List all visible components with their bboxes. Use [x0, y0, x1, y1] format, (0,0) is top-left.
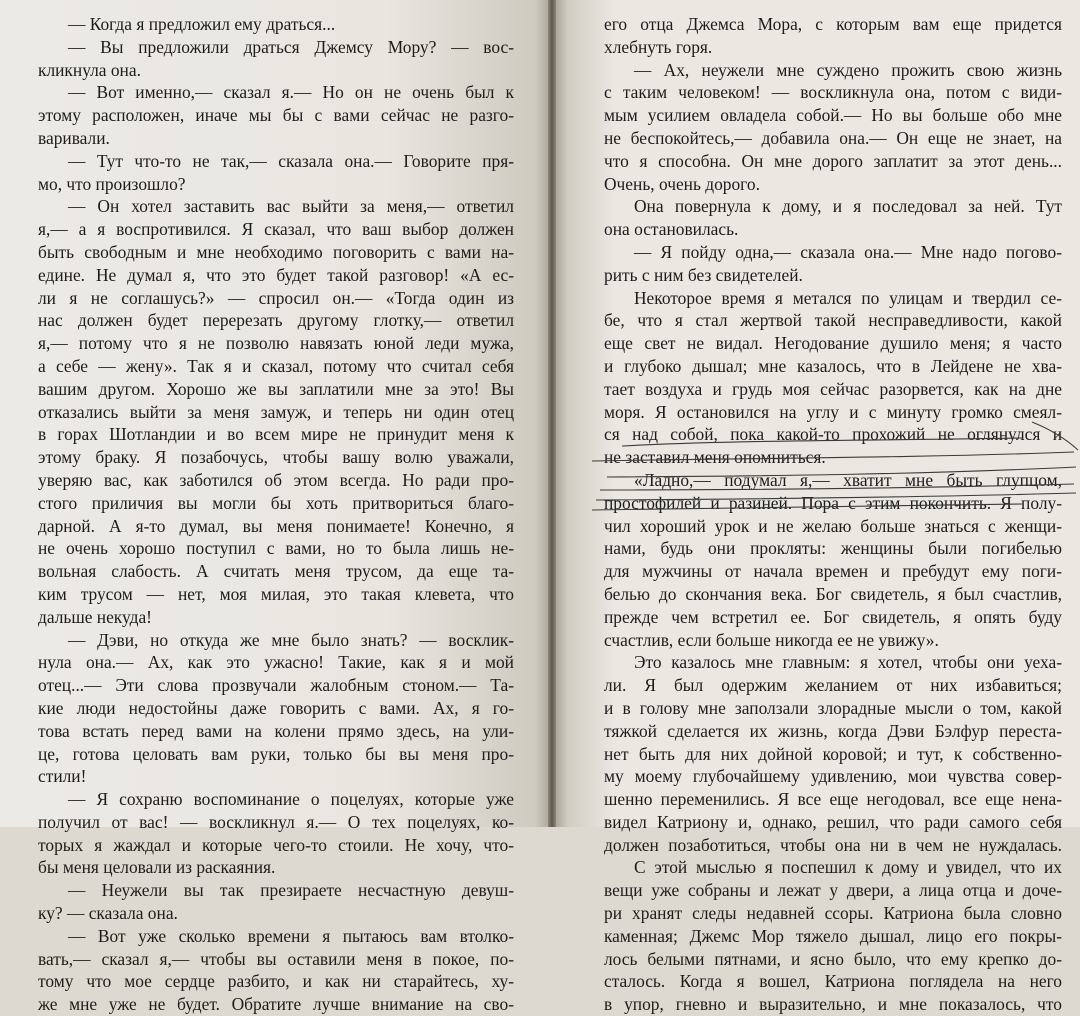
text-line: ку? — сказала она.	[38, 903, 178, 924]
right-page-text	[604, 13, 1062, 1016]
text-line: Это казалось мне главным: я хотел, чтобы они уеха-	[634, 652, 1062, 673]
text-line: быть свободным и мне необходимо поговорить с вами на-	[38, 241, 514, 262]
text-line: — Вы предложили драться Джемсу Мору? — вос-	[68, 36, 514, 57]
text-line: Некоторое время я метался по улицам и твердил се-	[634, 287, 1062, 308]
text-line: тяжкой сделается их жизнь, когда Дэви Бэлфур переста-	[604, 720, 1062, 741]
text-line: не заставил меня опомниться.	[604, 447, 826, 468]
text-line: уверяю вас, как заботился об этом всегда. Но ради про-	[38, 469, 514, 490]
text-line: она остановилась.	[604, 219, 739, 240]
text-line: этому браку. Я позабочусь, чтобы вашу волю уважали,	[38, 447, 514, 468]
text-line: вашим другом. Хорошо же вы заплатили мне за это! Вы	[38, 378, 514, 399]
text-line: не беспокойтесь,— добавила она.— Он еще не знает, на	[604, 127, 1062, 148]
text-line: ся над собой, пока какой-то прохожий не оглянулся и	[604, 424, 1062, 445]
text-line: его отца Джемса Мора, с которым вам еще придется	[604, 14, 1062, 34]
text-line: видел Катриону и, однако, решил, что ради самого себя	[604, 811, 1062, 832]
text-line: я,— потому что я не позволю навязать юной леди мужа,	[38, 333, 514, 354]
text-line: нас должен будет перерезать другому глотку,— ответил	[38, 310, 514, 331]
text-line: мым усилием овладела собой.— Но вы больше обо мне	[604, 105, 1062, 126]
text-line: рить с ним без свидетелей.	[604, 264, 803, 285]
text-line: я,— а я воспротивился. Я сказал, что ваш выбор должен	[38, 219, 514, 240]
book-gutter	[548, 0, 556, 827]
text-line: това встать перед вами на колени прямо здесь, на ули-	[38, 720, 514, 741]
text-line: «Ладно,— подумал я,— хватит мне быть глупцом,	[634, 469, 1062, 490]
text-line: не очень хорошо поступил с вами, но то была лишь не-	[38, 538, 514, 559]
text-line: сталось. Когда я вошел, Катриона поглядела на него	[604, 971, 1062, 992]
text-line: С этой мыслью я поспешил к дому и увидел, что их	[634, 857, 1062, 878]
text-line: Очень, очень дорого.	[604, 173, 760, 194]
text-line: бе, что я стал жертвой такой несправедливости, какой	[604, 310, 1062, 331]
text-line: в упор, гневно и выразительно, и мне показалось, что	[604, 994, 1062, 1015]
text-line: каменная; Джемс Мор тяжело дышал, лицо его покры-	[604, 925, 1062, 946]
text-line: — Вот именно,— сказал я.— Но он не очень был к	[68, 82, 514, 103]
text-line: мо, что произошло?	[38, 173, 186, 194]
text-line: нула она.— Ах, как это ужасно! Такие, как я и мой	[38, 652, 514, 673]
text-line: — Тут что-то не так,— сказала она.— Говорите пря-	[68, 150, 514, 171]
text-line: вольная слабость. А считать меня трусом, да еще та-	[38, 561, 514, 582]
text-line: прежде чем встретил ее. Бог свидетель, я опять буду	[604, 606, 1062, 627]
text-line: должен позаботиться, чтобы она ни в чем не нуждалась.	[604, 834, 1062, 855]
text-line: чил хороший урок и не желаю больше знаться с женщи-	[604, 515, 1062, 536]
text-line: простофилей и разиней. Пора с этим покончить. Я полу-	[604, 492, 1062, 513]
text-line: белью до скончания века. Бог свидетель, я был счастлив,	[604, 583, 1062, 604]
text-line: что я способна. Он мне дорого заплатит за этот день...	[604, 150, 1062, 171]
text-line: ким трусом — нет, моя милая, это такая клевета, что	[38, 583, 514, 604]
text-line: едине. Не думал я, что это будет такой разговор! «А ес-	[38, 264, 514, 285]
text-line: — Я пойду одна,— сказала она.— Мне надо погово-	[634, 241, 1062, 262]
text-line: лось белыми пятнами, и ясно было, что ему крепко до-	[604, 948, 1062, 969]
text-line: и глубоко дышал; мне казалось, что в Лейдене не хва-	[604, 355, 1062, 376]
text-line: — Когда я предложил ему драться...	[68, 14, 336, 34]
text-line: шенно переменились. Я все еще негодовал, все еще нена-	[604, 789, 1062, 810]
text-line: торых я жаждал и которые чего-то стоили. Не хочу, что-	[38, 834, 514, 855]
text-line: для мужчины от начала времен и пребудут ему поги-	[604, 561, 1062, 582]
text-line: ли. Я был одержим желанием от них избавиться;	[604, 675, 1062, 696]
text-line: це, готова целовать вам руки, только бы вы меня про-	[38, 743, 514, 764]
text-line: — Ах, неужели мне суждено прожить свою жизнь	[634, 59, 1062, 80]
text-line: — Дэви, но откуда же мне было знать? — восклик-	[68, 629, 514, 650]
text-line: дальше некуда!	[38, 606, 152, 627]
text-line: с таким человеком! — воскликнула она, потом с види-	[604, 82, 1062, 103]
text-line: отказались выйти за меня замуж, и теперь ни один отец	[38, 401, 514, 422]
text-line: ли я не соглашусь?» — спросил он.— «Тогда один из	[38, 287, 514, 308]
text-line: тому что мое сердце разбито, и как ни старайтесь, ху-	[38, 971, 514, 992]
text-line: кликнула она.	[38, 59, 141, 80]
text-line: отец...— Эти слова прозвучали жалобным стоном.— Та-	[38, 675, 514, 696]
text-line: — Он хотел заставить вас выйти за меня,— ответил	[68, 196, 514, 217]
text-line: моря. Я остановился на углу и с минуту громко смеял-	[604, 401, 1062, 422]
text-line: стили!	[38, 766, 87, 787]
text-line: — Неужели вы так презираете несчастную девуш-	[68, 880, 514, 901]
text-line: в горах Шотландии и во всем мире не принудит меня к	[38, 424, 514, 445]
text-line: вещи уже собраны и лежат у двери, а лица отца и доче-	[604, 880, 1062, 901]
text-line: тает воздуха и грудь моя сейчас разорвется, как на дне	[604, 378, 1062, 399]
text-line: Она повернула к дому, и я последовал за ней. Тут	[634, 196, 1062, 217]
left-page-text	[38, 13, 514, 1016]
right-page	[552, 0, 1080, 1015]
text-line: дарной. А я-то думал, вы меня понимаете! Конечно, я	[38, 515, 514, 536]
text-line: нет быть для них дойной коровой; и тут, к собственно-	[604, 743, 1062, 764]
text-line: стого приличия вы могли бы хоть притвориться благо-	[38, 492, 514, 513]
text-line: получил от вас! — воскликнул я.— О тех поцелуях, ко-	[38, 811, 514, 832]
text-line: варивали.	[38, 127, 110, 148]
text-line: бы меня целовали из раскаяния.	[38, 857, 276, 878]
text-line: вать,— сказал я,— чтобы вы оставили меня в покое, по-	[38, 948, 514, 969]
text-line: нами, будь они прокляты: женщины были погибелью	[604, 538, 1062, 559]
text-line: — Вот уже сколько времени я пытаюсь вам втолко-	[68, 925, 514, 946]
text-line: кие люди недостойны даже говорить с вами. Ах, я го-	[38, 697, 514, 718]
text-line: ри хранят следы недавней ссоры. Катриона была словно	[604, 903, 1062, 924]
text-line: му моему глубочайшему удивлению, мои чувства совер-	[604, 766, 1062, 787]
text-line: этому расположен, иначе мы бы с вами сейчас не разго-	[38, 105, 514, 126]
text-line: и в голову мне заползали злорадные мысли о том, какой	[604, 697, 1062, 718]
text-line: а себе — жену». Так я и сказал, потому что считал себя	[38, 355, 514, 376]
text-line: — Я сохраню воспоминание о поцелуях, которые уже	[68, 789, 514, 810]
text-line: хлебнуть горя.	[604, 36, 713, 57]
text-line: еще свет не видал. Негодование душило меня; я часто	[604, 333, 1062, 354]
text-line: счастлив, если больше никогда ее не увижу».	[604, 629, 939, 650]
text-line: же мне уже не будет. Обратите лучше внимание на сво-	[38, 994, 514, 1015]
